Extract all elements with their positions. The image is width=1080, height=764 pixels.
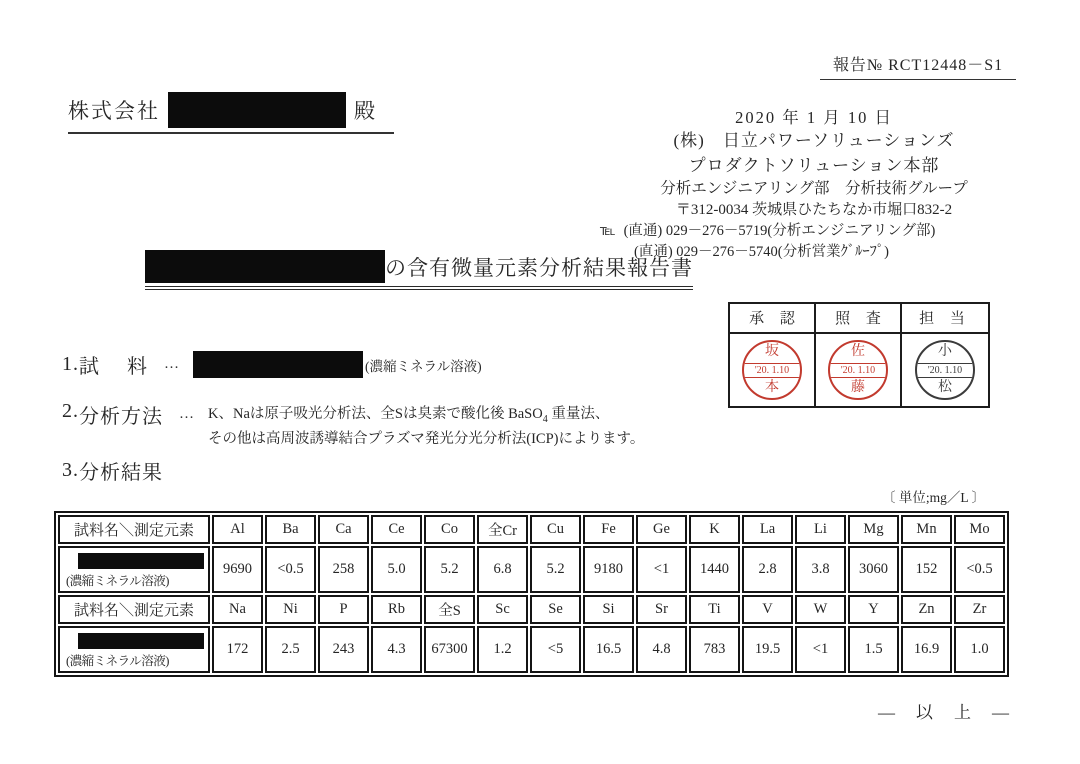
result-value: <1 xyxy=(636,546,687,593)
sample-note-row1: (濃縮ミネラル溶液) xyxy=(66,574,169,588)
sender-block xyxy=(588,106,1040,262)
sample-note-row2: (濃縮ミネラル溶液) xyxy=(66,654,169,668)
result-value: 9690 xyxy=(212,546,263,593)
approval-cell-1 xyxy=(730,334,816,406)
element-header: Ce xyxy=(371,515,422,544)
sample-note: (濃縮ミネラル溶液) xyxy=(365,358,482,374)
sender-department: 分析エンジニアリング部 分析技術グループ xyxy=(660,179,968,197)
element-header: Sc xyxy=(477,595,528,624)
result-value: 67300 xyxy=(424,626,475,673)
result-value: 16.9 xyxy=(901,626,952,673)
result-value: 4.8 xyxy=(636,626,687,673)
sample-name-cell xyxy=(58,546,210,593)
tel-icon: ℡ xyxy=(600,222,616,239)
element-header: K xyxy=(689,515,740,544)
redacted-company-name xyxy=(168,92,346,128)
stamp-char-bottom: 松 xyxy=(938,379,952,395)
element-header: Fe xyxy=(583,515,634,544)
section-3-number: 3. xyxy=(62,459,79,481)
element-header: Li xyxy=(795,515,846,544)
approval-col-shounin: 承 認 xyxy=(730,304,816,334)
element-header: Co xyxy=(424,515,475,544)
section-1-label: 試 料 xyxy=(79,356,148,378)
stamp-char-top: 小 xyxy=(938,344,952,360)
element-header: Ge xyxy=(636,515,687,544)
hanko-stamp-sakamoto xyxy=(742,340,802,400)
table-data-row-2 xyxy=(58,626,1005,673)
approval-cell-2 xyxy=(816,334,902,406)
sender-division: プロダクトソリューション本部 xyxy=(688,155,940,175)
element-header: Ni xyxy=(265,595,316,624)
element-header: 全S xyxy=(424,595,475,624)
element-header: Ti xyxy=(689,595,740,624)
result-value: 16.5 xyxy=(583,626,634,673)
element-header: Ca xyxy=(318,515,369,544)
document-title-text: の含有微量元素分析結果報告書 xyxy=(385,255,693,280)
sender-tel-1 xyxy=(588,221,1040,242)
addressee-honorific: 殿 xyxy=(354,99,377,123)
element-header: Si xyxy=(583,595,634,624)
result-value: 152 xyxy=(901,546,952,593)
table-header-row-1 xyxy=(58,515,1005,544)
section-results xyxy=(62,456,163,485)
report-date: 2020 年 1 月 10 日 xyxy=(735,108,893,127)
approval-col-shousa: 照 査 xyxy=(816,304,902,334)
element-header: P xyxy=(318,595,369,624)
element-header: Al xyxy=(212,515,263,544)
result-value: 5.0 xyxy=(371,546,422,593)
element-header: Mo xyxy=(954,515,1005,544)
element-header: Mg xyxy=(848,515,899,544)
approval-stamp-row xyxy=(730,334,988,406)
section-1-dots: … xyxy=(164,356,179,372)
sender-company: (株) 日立パワーソリューションズ xyxy=(673,131,955,151)
result-value: 5.2 xyxy=(530,546,581,593)
result-value: 1440 xyxy=(689,546,740,593)
result-value: 3.8 xyxy=(795,546,846,593)
stamp-char-bottom: 藤 xyxy=(851,379,865,395)
approval-header-row xyxy=(730,304,988,334)
approval-cell-3 xyxy=(902,334,988,406)
result-value: 4.3 xyxy=(371,626,422,673)
addressee-prefix: 株式会社 xyxy=(68,99,160,123)
stamp-date: '20. 1.10 xyxy=(830,363,886,378)
hanko-stamp-komatsu xyxy=(915,340,975,400)
section-method xyxy=(62,400,644,452)
result-value: 2.8 xyxy=(742,546,793,593)
method-description xyxy=(208,403,644,452)
corner-label: 試料名＼測定元素 xyxy=(58,595,210,624)
element-header: 全Cr xyxy=(477,515,528,544)
result-value: 783 xyxy=(689,626,740,673)
sample-name-cell xyxy=(58,626,210,673)
result-value: 5.2 xyxy=(424,546,475,593)
stamp-char-bottom: 本 xyxy=(765,379,779,395)
method-line1-end: 重量法、 xyxy=(547,406,610,422)
result-value: 1.0 xyxy=(954,626,1005,673)
result-value: 6.8 xyxy=(477,546,528,593)
element-header: Rb xyxy=(371,595,422,624)
table-data-row-1 xyxy=(58,546,1005,593)
sender-address: 〒312-0034 茨城県ひたちなか市堀口832-2 xyxy=(675,201,953,218)
result-value: 2.5 xyxy=(265,626,316,673)
redacted-sample-name-title xyxy=(145,250,385,283)
method-line1-subscript: 4 xyxy=(542,413,548,425)
result-value: 1.5 xyxy=(848,626,899,673)
report-number: 報告№ RCT12448－S1 xyxy=(820,52,1016,80)
unit-label: 〔 単位;mg／L 〕 xyxy=(882,490,985,505)
result-value: <5 xyxy=(530,626,581,673)
section-sample xyxy=(62,350,482,379)
element-header: Ba xyxy=(265,515,316,544)
result-value: 243 xyxy=(318,626,369,673)
stamp-date: '20. 1.10 xyxy=(917,363,973,378)
stamp-char-top: 坂 xyxy=(765,344,779,360)
result-value: <1 xyxy=(795,626,846,673)
result-value: 172 xyxy=(212,626,263,673)
results-table xyxy=(54,511,1009,677)
tel-1-number: (直通) 029－276－5719(分析エンジニアリング部) xyxy=(623,222,936,239)
element-header: Se xyxy=(530,595,581,624)
element-header: Sr xyxy=(636,595,687,624)
section-2-label: 分析方法 xyxy=(79,406,163,428)
result-value: 258 xyxy=(318,546,369,593)
element-header: Na xyxy=(212,595,263,624)
element-header: Zn xyxy=(901,595,952,624)
redacted-sample-name-row1 xyxy=(78,553,204,569)
element-header: W xyxy=(795,595,846,624)
section-1-number: 1. xyxy=(62,353,79,375)
element-header: Y xyxy=(848,595,899,624)
table-header-row-2 xyxy=(58,595,1005,624)
method-line1: K、Naは原子吸光分析法、全Sは臭素で酸化後 BaSO xyxy=(208,406,543,422)
result-value: 1.2 xyxy=(477,626,528,673)
document-title xyxy=(145,250,693,290)
sender-tel-2: (直通) 029－276－5740(分析営業ｸﾞﾙｰﾌﾟ) xyxy=(634,243,889,260)
approval-col-tantou: 担 当 xyxy=(902,304,988,334)
result-value: 19.5 xyxy=(742,626,793,673)
element-header: Cu xyxy=(530,515,581,544)
closing-mark: ― 以 上 ― xyxy=(878,703,1011,722)
section-3-label: 分析結果 xyxy=(79,462,163,484)
redacted-sample-name-row2 xyxy=(78,633,204,649)
element-header: Zr xyxy=(954,595,1005,624)
result-value: <0.5 xyxy=(954,546,1005,593)
element-header: Mn xyxy=(901,515,952,544)
result-value: 3060 xyxy=(848,546,899,593)
section-2-number: 2. xyxy=(62,400,79,422)
approval-box xyxy=(728,302,990,408)
section-2-dots: … xyxy=(179,406,194,422)
stamp-char-top: 佐 xyxy=(851,344,865,360)
element-header: V xyxy=(742,595,793,624)
corner-label: 試料名＼測定元素 xyxy=(58,515,210,544)
method-line2: その他は高周波誘導結合プラズマ発光分光分析法(ICP)によります。 xyxy=(208,431,645,448)
stamp-date: '20. 1.10 xyxy=(744,363,800,378)
element-header: La xyxy=(742,515,793,544)
result-value: 9180 xyxy=(583,546,634,593)
addressee-line xyxy=(68,92,394,134)
redacted-sample-name xyxy=(193,351,363,378)
result-value: <0.5 xyxy=(265,546,316,593)
hanko-stamp-sato xyxy=(828,340,888,400)
